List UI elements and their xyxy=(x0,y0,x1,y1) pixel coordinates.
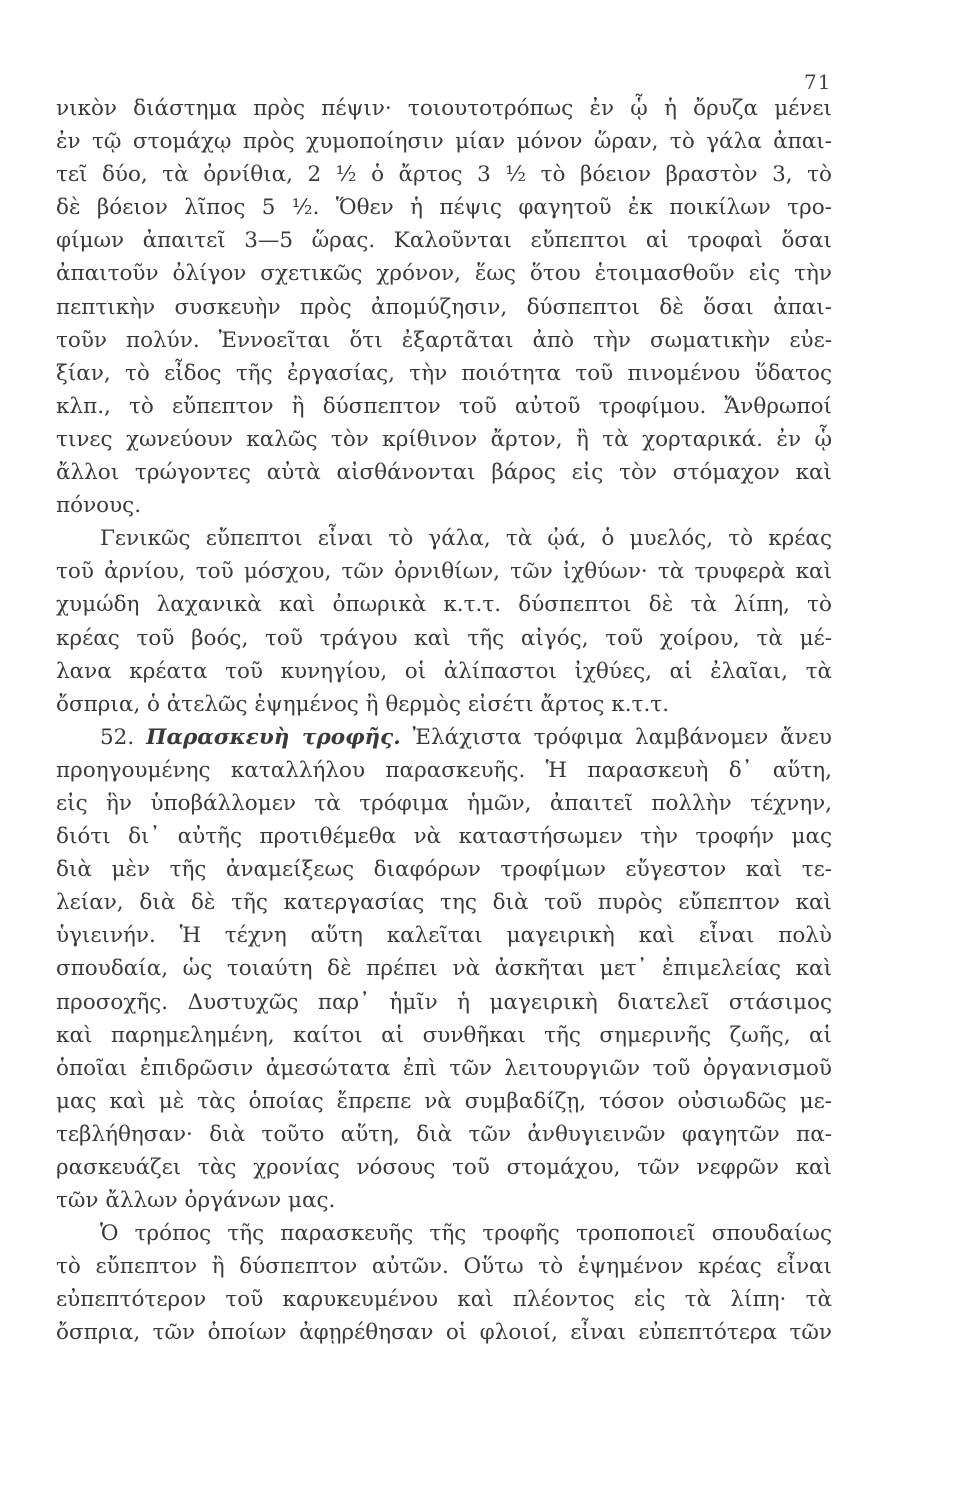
text-line: λείαν, διὰ δὲ τῆς κατεργασίας της διὰ τοῦ πυρὸς εὔπεπτον καὶ xyxy=(56,890,832,916)
text-line: ἐν τῷ στομάχῳ πρὸς χυμοποίησιν μίαν μόνον ὥραν, τὸ γάλα ἀπαι- xyxy=(56,129,832,155)
text-line: φίμων ἀπαιτεῖ 3—5 ὥρας. Καλοῦνται εὔπεπτοι αἱ τροφαὶ ὅσαι xyxy=(56,228,832,254)
text-line: ὄσπρια, τῶν ὁποίων ἀφῃρέθησαν οἱ φλοιοί, εἶναι εὐπεπτότερα τῶν xyxy=(56,1320,832,1346)
text-line: πόνους. xyxy=(56,493,142,519)
text-line: τινες χωνεύουν καλῶς τὸν κρίθινον ἄρτον, ἢ τὰ χορταρικά. ἐν ᾧ xyxy=(56,426,832,452)
text-line: ξίαν, τὸ εἶδος τῆς ἐργασίας, τὴν ποιότητα τοῦ πινομένου ὕδατος xyxy=(56,360,832,386)
text-line: εὐπεπτότερον τοῦ καρυκευμένου καὶ πλέοντος εἰς τὰ λίπη· τὰ xyxy=(56,1287,832,1313)
text-line: κρέας τοῦ βοός, τοῦ τράγου καὶ τῆς αἰγός, τοῦ χοίρου, τὰ μέ- xyxy=(56,625,832,651)
text-line: τεβλήθησαν· διὰ τοῦτο αὕτη, διὰ τῶν ἀνθυγιεινῶν φαγητῶν πα- xyxy=(56,1121,832,1147)
text-line: ρασκευάζει τὰς χρονίας νόσους τοῦ στομάχου, τῶν νεφρῶν καὶ xyxy=(56,1155,832,1180)
text-line: διότι δι᾽ αὐτῆς προτιθέμεθα νὰ καταστήσωμεν τὴν τροφήν μας xyxy=(56,824,832,850)
page-number: 71 xyxy=(804,70,832,94)
text-line: ἄλλοι τρώγοντες αὐτὰ αἰσθάνονται βάρος εἰς τὸν στόμαχον καὶ xyxy=(56,460,832,486)
text-line: λανα κρέατα τοῦ κυνηγίου, οἱ ἀλίπαστοι ἰχθύες, αἱ ἐλαῖαι, τὰ xyxy=(56,658,832,684)
text-line: προηγουμένης καταλλήλου παρασκευῆς. Ἡ παρασκευὴ δ᾽ αὕτη, xyxy=(56,757,832,783)
text-line: τῶν ἄλλων ὀργάνων μας. xyxy=(56,1188,336,1214)
text-line: τεῖ δύο, τὰ ὀρνίθια, 2 ½ ὁ ἄρτος 3 ½ τὸ βόειον βραστὸν 3, τὸ xyxy=(56,162,832,188)
text-line: τοῦν πολύν. Ἐννοεῖται ὅτι ἐξαρτᾶται ἀπὸ τὴν σωματικὴν εὐε- xyxy=(56,327,832,353)
text-line: ὑγιεινήν. Ἡ τέχνη αὕτη καλεῖται μαγειρικὴ καὶ εἶναι πολὺ xyxy=(56,923,832,949)
text-line: μας καὶ μὲ τὰς ὁποίας ἔπρεπε νὰ συμβαδίζῃ, τόσον οὐσιωδῶς με- xyxy=(56,1088,832,1114)
text-line: κλπ., τὸ εὔπεπτον ἢ δύσπεπτον τοῦ αὐτοῦ τροφίμου. Ἄνθρωποί xyxy=(56,393,832,419)
text-line: ὄσπρια, ὁ ἀτελῶς ἑψημένος ἢ θερμὸς εἰσέτι ἄρτος κ.τ.τ. xyxy=(56,691,670,717)
text-line: διὰ μὲν τῆς ἀναμείξεως διαφόρων τροφίμων εὔγεστον καὶ τε- xyxy=(56,857,832,883)
text-line: δὲ βόειον λῖπος 5 ½. Ὅθεν ἡ πέψις φαγητοῦ ἐκ ποικίλων τρο- xyxy=(56,195,832,221)
text-line: προσοχῆς. Δυστυχῶς παρ᾽ ἡμῖν ἡ μαγειρικὴ διατελεῖ στάσιμος xyxy=(56,989,832,1015)
text-line: νικὸν διάστημα πρὸς πέψιν· τοιουτοτρόπως ἐν ᾧ ἡ ὄρυζα μένει xyxy=(56,96,832,121)
section-heading: Παρασκευὴ τροφῆς. xyxy=(146,724,401,750)
text-line: Γενικῶς εὔπεπτοι εἶναι τὸ γάλα, τὰ ᾠά, ὁ μυελός, τὸ κρέας xyxy=(100,526,832,552)
text-line: Ὁ τρόπος τῆς παρασκευῆς τῆς τροφῆς τροποποιεῖ σπουδαίως xyxy=(100,1221,832,1247)
section-number: 52. xyxy=(100,724,135,750)
text-line: ὁποῖαι ἐπιδρῶσιν ἀμεσώτατα ἐπὶ τῶν λειτουργιῶν τοῦ ὀργανισμοῦ xyxy=(56,1055,832,1081)
text-line: τοῦ ἀρνίου, τοῦ μόσχου, τῶν ὀρνιθίων, τῶν ἰχθύων· τὰ τρυφερὰ καὶ xyxy=(56,559,832,585)
section-heading-line xyxy=(56,721,832,754)
text-line: εἰς ἣν ὑποβάλλομεν τὰ τρόφιμα ἡμῶν, ἀπαιτεῖ πολλὴν τέχνην, xyxy=(56,790,832,816)
text-line: Ἐλάχιστα τρόφιμα λαμβάνομεν ἄνευ xyxy=(412,724,832,750)
text-line: πεπτικὴν συσκευὴν πρὸς ἀπομύζησιν, δύσπεπτοι δὲ ὅσαι ἀπαι- xyxy=(56,294,832,320)
page-text xyxy=(56,92,832,1350)
text-line: καὶ παρημελημένη, καίτοι αἱ συνθῆκαι τῆς σημερινῆς ζωῆς, αἱ xyxy=(56,1022,832,1048)
text-line: ἀπαιτοῦν ὀλίγον σχετικῶς χρόνον, ἕως ὅτου ἑτοιμασθοῦν εἰς τὴν xyxy=(56,261,832,287)
text-line: χυμώδη λαχανικὰ καὶ ὀπωρικὰ κ.τ.τ. δύσπεπτοι δὲ τὰ λίπη, τὸ xyxy=(56,592,832,618)
text-line: σπουδαία, ὡς τοιαύτη δὲ πρέπει νὰ ἀσκῆται μετ᾽ ἐπιμελείας καὶ xyxy=(56,956,832,982)
text-line: τὸ εὔπεπτον ἢ δύσπεπτον αὐτῶν. Οὕτω τὸ ἑψημένον κρέας εἶναι xyxy=(56,1254,832,1280)
